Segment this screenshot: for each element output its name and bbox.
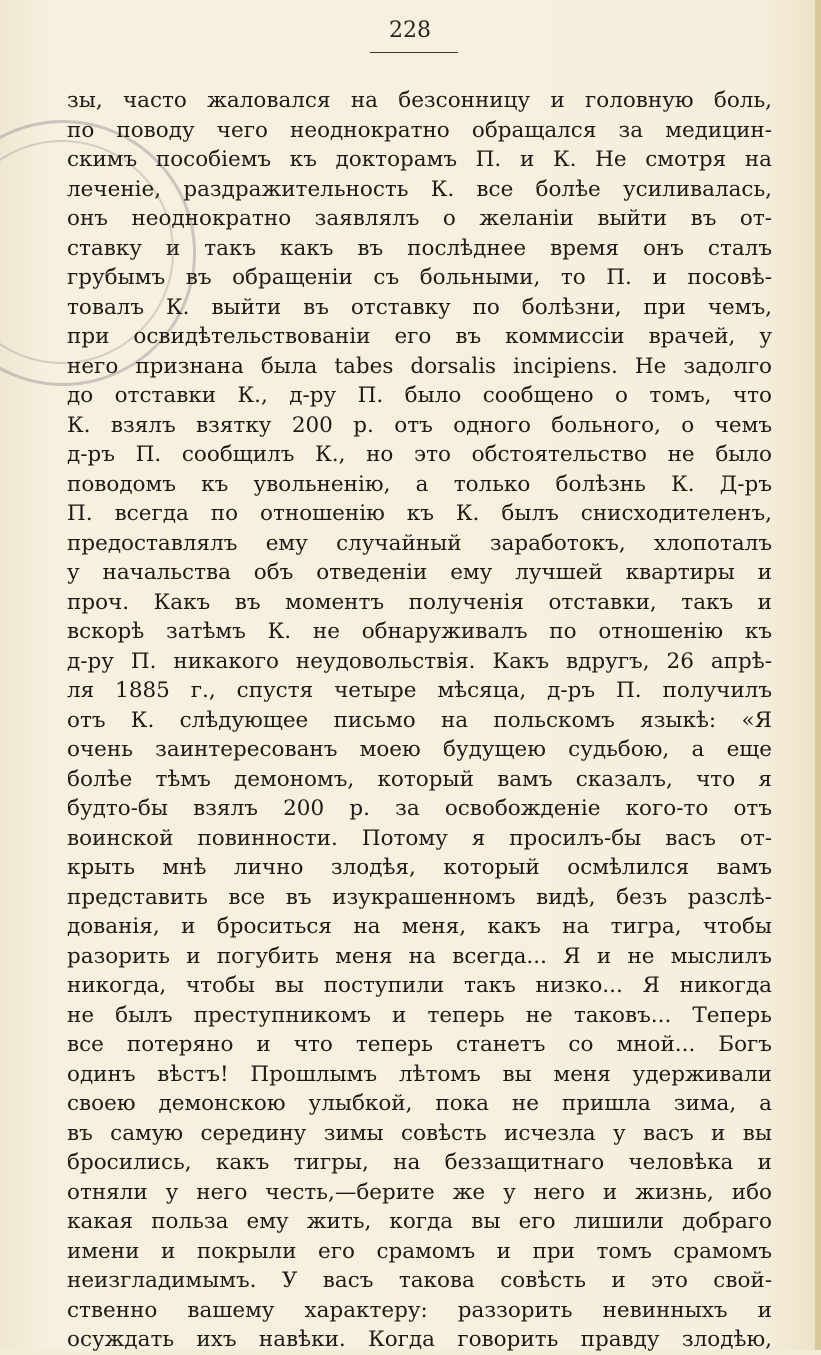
text-line: представить все въ изукрашенномъ видѣ, безъ разслѣ-	[67, 884, 772, 910]
text-line: ставку и такъ какъ въ послѣднее время онъ сталъ	[67, 235, 772, 261]
text-line: поводомъ къ увольненію, а только болѣзнь К. Д-ръ	[67, 471, 772, 497]
text-line: д-ръ П. сообщилъ К., но это обстоятельство не было	[67, 442, 772, 467]
text-line: д-ру П. никакого неудовольствія. Какъ вдругъ, 26 апрѣ-	[67, 648, 772, 674]
text-line: проч. Какъ въ моментъ полученія отставки, такъ и	[67, 589, 772, 615]
text-line: у начальства объ отведеніи ему лучшей квартиры и	[67, 560, 772, 585]
body-text	[67, 86, 772, 1355]
text-line: до отставки К., д-ру П. было сообщено о томъ, что	[67, 383, 772, 408]
text-line: ственно вашему характеру: раззорить невинныхъ и	[67, 1297, 772, 1323]
text-line: не былъ преступникомъ и теперь не таковъ... Теперь	[67, 1002, 772, 1028]
text-line: при освидѣтельствованіи его въ коммиссіи врачей, у	[67, 324, 772, 349]
text-line: осуждать ихъ навѣки. Когда говорить правду злодѣю,	[67, 1327, 772, 1352]
text-line: своею демонскою улыбкой, пока не пришла зима, а	[67, 1091, 772, 1116]
text-line: никогда, чтобы вы поступили такъ низко... Я никогда	[67, 973, 772, 998]
text-line: него признана была tabes dorsalis incipiens. Не задолго	[67, 353, 772, 379]
text-line: одинъ вѣстъ! Прошлымъ лѣтомъ вы меня удерживали	[67, 1061, 772, 1087]
text-line: какая польза ему жить, когда вы его лишили добраго	[67, 1209, 772, 1234]
page-edge	[815, 0, 821, 1350]
text-line: очень заинтересованъ моею будущею судьбою, а еще	[67, 737, 772, 762]
text-line: предоставлялъ ему случайный заработокъ, хлопоталъ	[67, 530, 772, 556]
text-line: отъ К. слѣдующее письмо на польскомъ языкѣ: «Я	[67, 707, 772, 733]
text-line: К. взялъ взятку 200 р. отъ одного больного, о чемъ	[67, 412, 772, 438]
text-line: воинской повинности. Потому я просилъ-бы васъ от-	[67, 825, 772, 851]
text-line: зы, часто жаловался на безсонницу и головную боль,	[67, 88, 772, 113]
text-line: леченіе, раздражительность К. все болѣе усиливалась,	[67, 176, 772, 202]
text-line: все потеряно и что теперь станетъ со мной... Богъ	[67, 1032, 772, 1057]
text-line: въ самую середину зимы совѣсть исчезла у васъ и вы	[67, 1120, 772, 1146]
text-line: по поводу чего неоднократно обращался за медицин-	[67, 117, 772, 143]
text-line: товалъ К. выйти въ отставку по болѣзни, при чемъ,	[67, 294, 772, 320]
text-line: грубымъ въ обращеніи съ больными, то П. и посовѣ-	[67, 265, 772, 290]
text-line: отняли у него честь,—берите же у него и жизнь, ибо	[67, 1179, 772, 1205]
text-line: ля 1885 г., спустя четыре мѣсяца, д-ръ П. получилъ	[67, 678, 772, 703]
text-line: онъ неоднократно заявлялъ о желаніи выйти въ от-	[67, 206, 772, 231]
text-line: вскорѣ затѣмъ К. не обнаруживалъ по отношенію къ	[67, 619, 772, 644]
text-line: болѣе тѣмъ демономъ, который вамъ сказалъ, что я	[67, 766, 772, 792]
text-line: имени и покрыли его срамомъ и при томъ срамомъ	[67, 1238, 772, 1264]
text-line: дованія, и броситься на меня, какъ на тигра, чтобы	[67, 914, 772, 939]
text-line: неизгладимымъ. У васъ такова совѣсть и это свой-	[67, 1268, 772, 1293]
header-rule	[370, 52, 458, 53]
text-line: П. всегда по отношенію къ К. былъ снисходителенъ,	[67, 501, 772, 526]
text-line: бросились, какъ тигры, на беззащитнаго человѣка и	[67, 1150, 772, 1175]
text-line: крыть мнѣ лично злодѣя, который осмѣлился вамъ	[67, 855, 772, 880]
text-line: будто-бы взялъ 200 р. за освобожденіе кого-то отъ	[67, 796, 772, 821]
text-line: разорить и погубить меня на всегда... Я и не мыслилъ	[67, 943, 772, 969]
page-number: 228	[389, 18, 431, 43]
text-line: скимъ пособіемъ къ докторамъ П. и К. Не смотря на	[67, 147, 772, 172]
